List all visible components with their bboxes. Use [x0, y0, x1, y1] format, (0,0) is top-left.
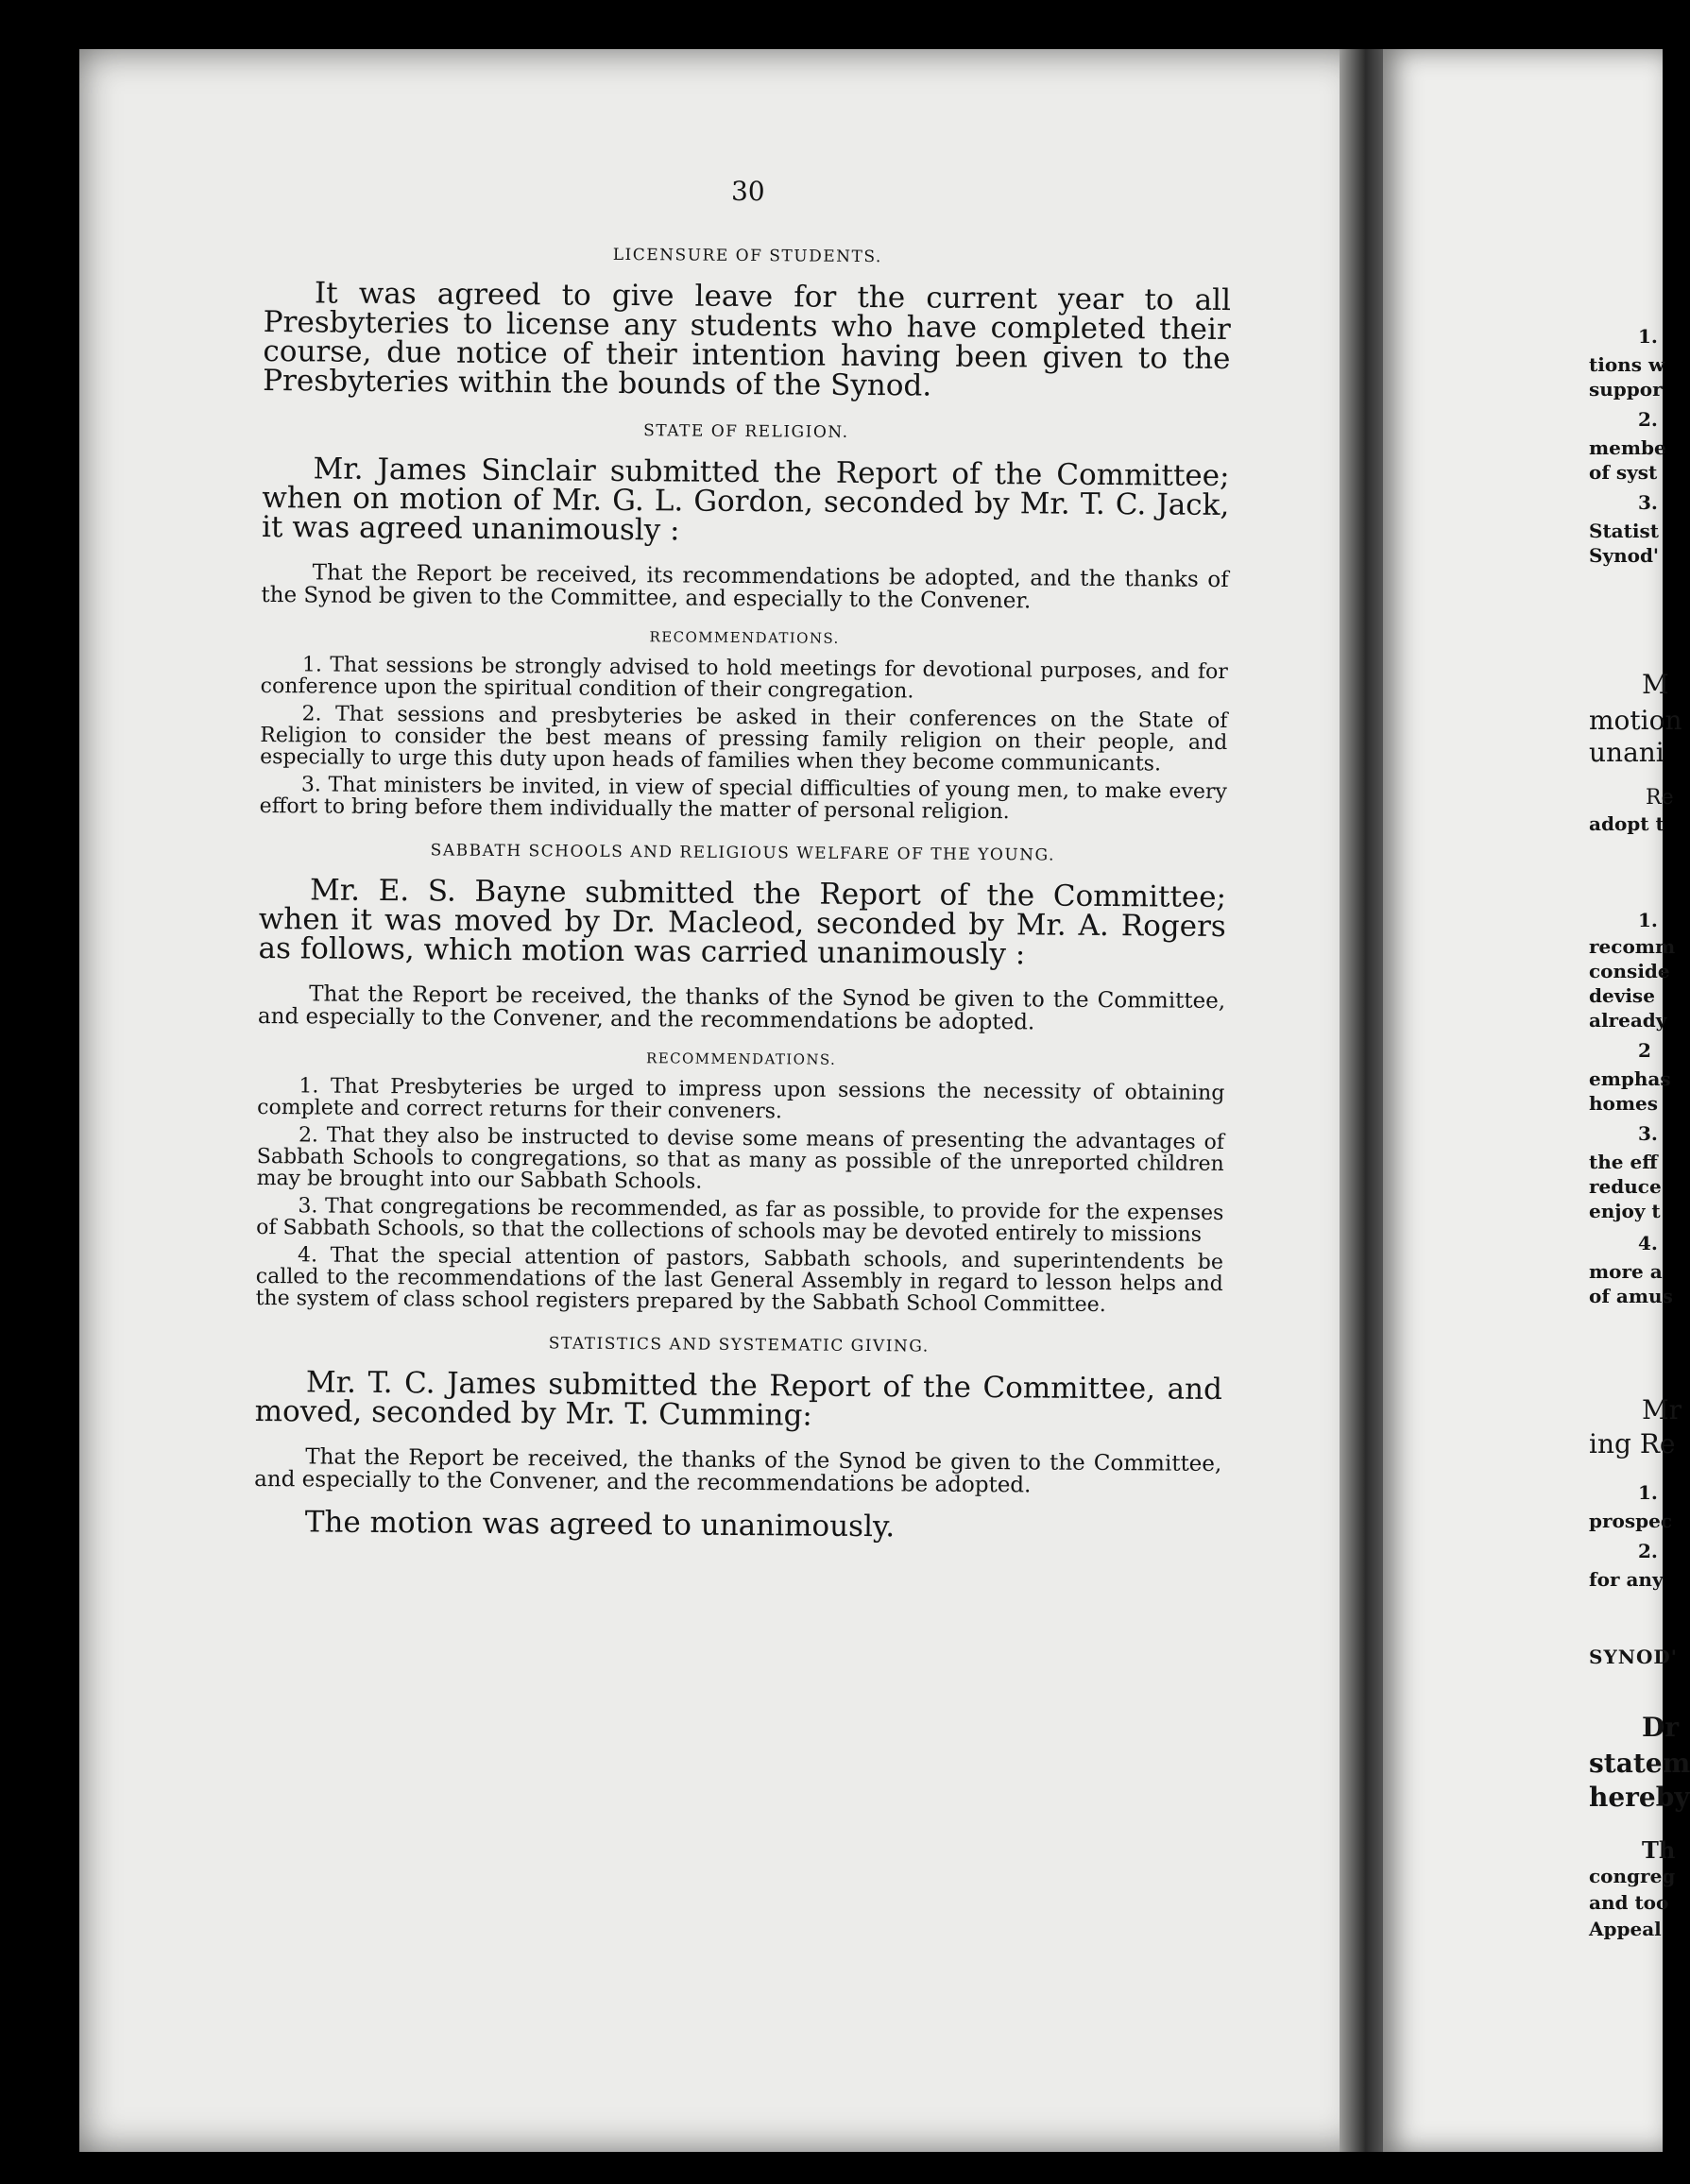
sabbath-schools-intro: Mr. E. S. Bayne submitted the Report of the Committee; when it was moved by Dr. Macleod, seconded by Mr. A. Rogers as follows, which motion was carried unanimously : [258, 873, 1227, 972]
sabbath-schools-resolution: That the Report be received, the thanks of the Synod be given to the Committee, and especially to the Convener, and the recommendations be adopted. [257, 981, 1226, 1035]
right-fragment: 1. [1638, 1481, 1658, 1504]
right-fragment: prospec [1589, 1510, 1673, 1532]
right-fragment: Re [1646, 786, 1674, 810]
recommendation-item: 1. That sessions be strongly advised to hold meetings for devotional purposes, and for conference upon the spiritual condition of their congregation. [260, 653, 1228, 704]
right-fragment: 2. [1638, 408, 1658, 431]
section-heading-licensure: LICENSURE OF STUDENTS. [612, 245, 882, 267]
right-fragment: Appeal [1589, 1918, 1662, 1940]
right-fragment: 2. [1638, 1540, 1658, 1562]
right-fragment: already [1589, 1009, 1667, 1032]
recommendation-item: 3. That ministers be invited, in view of special difficulties of young men, to make every effort to bring before them individually the matter of personal religion. [259, 773, 1227, 825]
right-fragment: congreg [1589, 1865, 1676, 1887]
right-fragment: statem [1589, 1748, 1690, 1779]
recommendation-item: 1. That Presbyteries be urged to impress upon sessions the necessity of obtaining complete and correct returns for their conveners. [257, 1074, 1225, 1124]
right-fragment: hereby [1589, 1782, 1690, 1813]
right-fragment: emphas [1589, 1067, 1671, 1090]
recommendation-item: 2. That they also be instructed to devise some means of presenting the advantages of Sabbath Schools to congregations, so that as many as possible of the unreported children may be brought into our Sabbath Schools. [256, 1123, 1225, 1194]
recommendations-list [256, 1075, 1225, 1317]
recommendation-item: 4. That the special attention of pastors, Sabbath schools, and superintendents be called to the recommendations of the last General Assembly in regard to lesson helps and the system of class school registers prepared by the Sabbath School Committee. [255, 1243, 1224, 1318]
left-page [79, 49, 1364, 2152]
right-fragment: 1. [1638, 909, 1658, 931]
section-heading-sabbath-schools: SABBATH SCHOOLS AND RELIGIOUS WELFARE OF THE YOUNG. [430, 841, 1056, 865]
state-of-religion-intro: Mr. James Sinclair submitted the Report of the Committee; when on motion of Mr. G. L. Gordon, seconded by Mr. T. C. Jack, it was agreed unanimously : [261, 452, 1230, 548]
right-fragment: Mr [1642, 1394, 1682, 1425]
right-fragment: reduce [1589, 1175, 1662, 1198]
right-fragment: tions w [1589, 353, 1665, 376]
recommendations-heading: RECOMMENDATIONS. [646, 1049, 837, 1068]
recommendations-heading: RECOMMENDATIONS. [649, 628, 840, 647]
right-fragment: conside [1589, 960, 1670, 982]
page-number: 30 [730, 175, 765, 208]
right-fragment: SYNOD' [1589, 1646, 1678, 1668]
right-fragment: 3. [1638, 1122, 1658, 1145]
right-fragment: M [1642, 669, 1669, 700]
state-of-religion-resolution: That the Report be received, its recommendations be adopted, and the thanks of the Synod be given to the Committee, and especially to the Convener. [261, 560, 1229, 614]
section-heading-statistics: STATISTICS AND SYSTEMATIC GIVING. [548, 1334, 930, 1356]
right-fragment: Synod' [1589, 544, 1660, 567]
right-fragment: 2 [1638, 1039, 1651, 1062]
recommendation-item: 3. That congregations be recommended, as far as possible, to provide for the expenses of Sabbath Schools, so that the collections of schools may be devoted entirely to missions [256, 1194, 1224, 1247]
recommendations-list [260, 654, 1228, 825]
right-fragment: Th [1642, 1836, 1676, 1864]
right-fragment: suppor [1589, 378, 1663, 401]
right-page [1383, 49, 1690, 2152]
right-fragment: 3. [1638, 491, 1658, 514]
right-fragment: of amus [1589, 1285, 1673, 1307]
right-fragment: homes [1589, 1092, 1659, 1115]
page-content [254, 172, 1232, 1544]
right-fragment: 1. [1638, 325, 1658, 348]
right-fragment: 4. [1638, 1232, 1658, 1254]
statistics-resolution: That the Report be received, the thanks of the Synod be given to the Committee, and especially to the Convener, and the recommendations be adopted. [254, 1444, 1222, 1498]
right-fragment: Dr [1642, 1712, 1680, 1743]
right-fragment: more a [1589, 1260, 1663, 1283]
recommendation-item: 2. That sessions and presbyteries be asked in their conferences on the State of Religion to consider the best means of pressing family religion on their people, and especially to urge this duty upon heads of families when they become communicants. [260, 702, 1228, 776]
licensure-paragraph: It was agreed to give leave for the current year to all Presbyteries to license any students who have completed their course, due notice of their intention having been given to the Presbyteries within the bounds of the Synod. [263, 276, 1232, 403]
statistics-intro: Mr. T. C. James submitted the Report of the Committee, and moved, seconded by Mr. T. Cumming: [254, 1365, 1223, 1433]
book-gutter [1340, 49, 1383, 2152]
right-fragment: unani [1589, 737, 1664, 768]
right-fragment: motion [1589, 705, 1682, 736]
section-heading-state-of-religion: STATE OF RELIGION. [643, 421, 849, 442]
right-fragment: for any [1589, 1568, 1664, 1591]
right-fragment: enjoy t [1589, 1200, 1661, 1222]
right-fragment: membe [1589, 436, 1666, 459]
right-fragment: recomm [1589, 935, 1676, 958]
right-fragment: adopt t [1589, 812, 1664, 835]
right-fragment: the eff [1589, 1151, 1658, 1173]
right-fragment: and too [1589, 1891, 1669, 1914]
right-fragment: devise [1589, 984, 1655, 1007]
right-page-fragments [1383, 49, 1690, 2152]
right-fragment: of syst [1589, 461, 1658, 484]
right-fragment: ing Re [1589, 1428, 1676, 1459]
statistics-closing: The motion was agreed to unanimously. [304, 1505, 896, 1544]
right-fragment: Statist [1589, 520, 1659, 542]
